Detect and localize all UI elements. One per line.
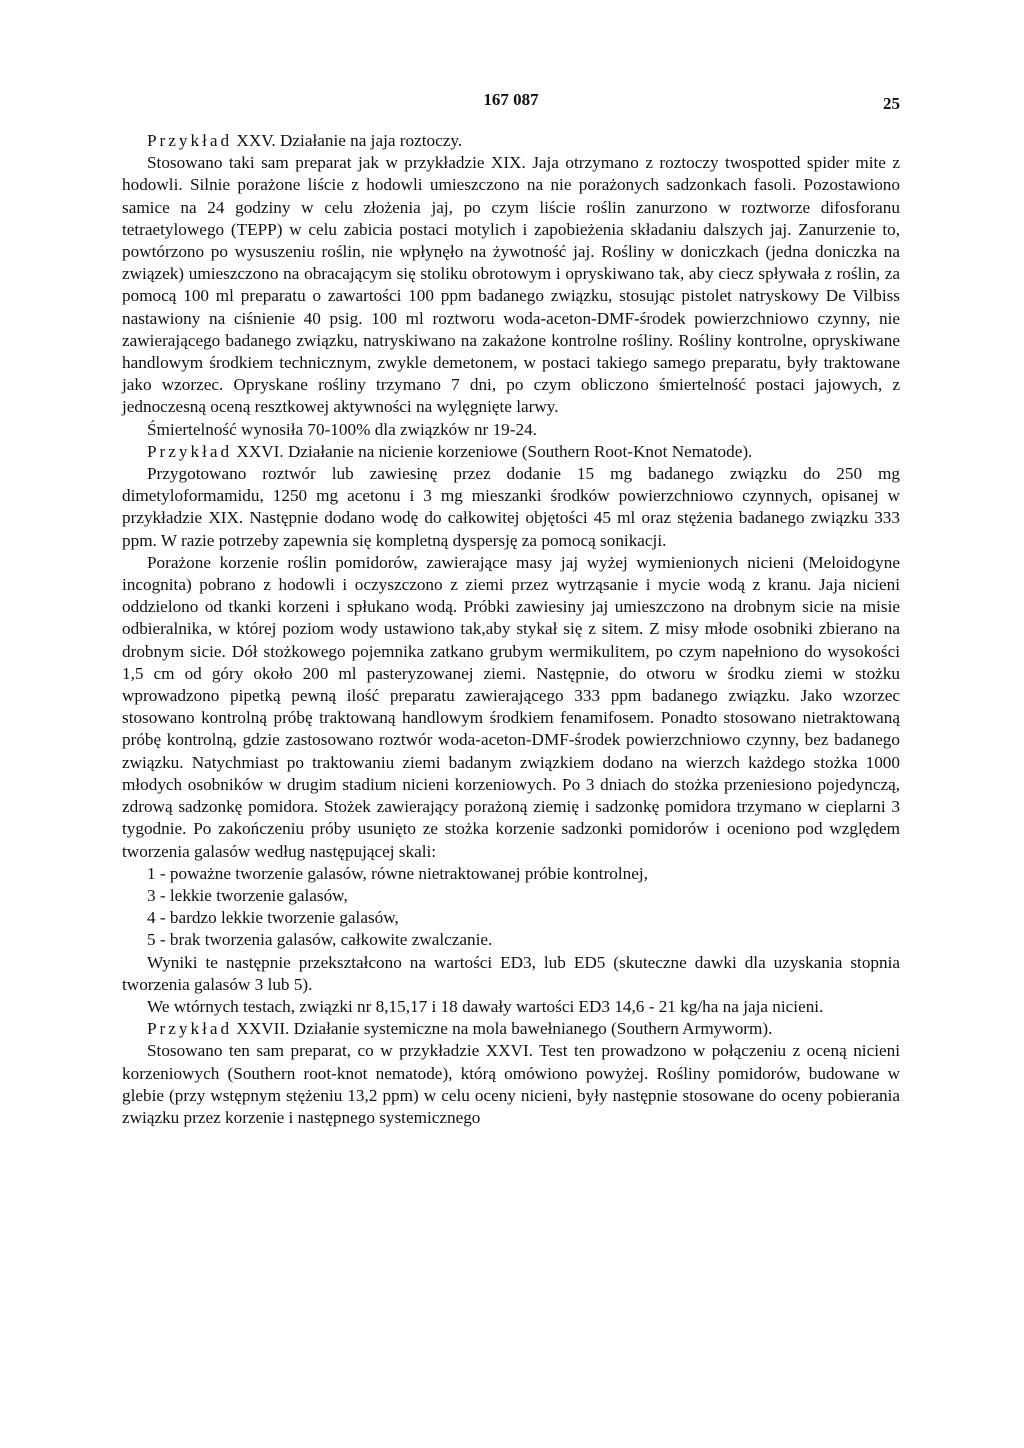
example-heading-xxv: [122, 130, 900, 152]
paragraph: Śmiertelność wynosiła 70-100% dla związków nr 19-24.: [147, 419, 537, 439]
example-label: Przykład: [147, 131, 233, 150]
example-heading-xxvi: [122, 441, 900, 463]
example-title: XXV. Działanie na jaja roztoczy.: [232, 131, 463, 150]
example-label: Przykład: [147, 441, 233, 461]
paragraph: Przygotowano roztwór lub zawiesinę przez dodanie 15 mg badanego związku do 250 mg dimetyloformamidu, 1250 mg acetonu i 3 mg mieszanki środków powierzchniowo czynnych, opisanej w przykładzie XIX. Następnie dodano wodę do całkowitej objętości 45 ml oraz stężenia badanego związku 333 ppm. W razie potrzeby zapewnia się kompletną dyspersję za pomocą sonikacji.: [122, 464, 900, 550]
scale-item: 4 - bardzo lekkie tworzenie galasów,: [147, 908, 399, 928]
paragraph: Stosowano taki sam preparat jak w przykładzie XIX. Jaja otrzymano z roztoczy twospotted spider mite z hodowli. Silnie porażone liście z hodowli umieszczono na nie porażonych sadzonkach fasoli. Pozostawiono samice na 24 godziny w celu złożenia jaj, po czym liście roślin zanurzono w roztworze difosforanu tetraetylowego (TEPP) w celu zabicia postaci motylich i zapobieżenia składaniu dalszych jaj. Zanurzenie to, powtórzono po wysuszeniu roślin, nie wpłynęło na żywotność jaj. Rośliny w doniczkach (jedna doniczka na związek) umieszczono na obracającym się stoliku obrotowym i opryskiwano tak, aby ciecz spływała z roślin, za pomocą 100 ml preparatu o zawartości 100 ppm badanego związku, stosując pistolet natryskowy De Vilbiss nastawiony na ciśnienie 40 psig. 100 ml roztworu woda-aceton-DMF-środek powierzchniowo czynny, nie zawierającego badanego związku, natryskiwano na zakażone kontrolne rośliny. Rośliny kontrolne, opryskiwane handlowym środkiem technicznym, zwykle demetonem, w postaci takiego samego preparatu, były traktowane jako wzorzec. Opryskane rośliny trzymano 7 dni, po czym obliczono śmiertelność postaci jajowych, z jednoczesną oceną resztkowej aktywności na wylęgnięte larwy.: [122, 153, 900, 417]
page-header: [122, 90, 900, 120]
paragraph: Porażone korzenie roślin pomidorów, zawierające masy jaj wyżej wymienionych nicieni (Meloidogyne incognita) pobrano z hodowli i oczyszczono z ziemi przez wytrząsanie i mycie wodą z kranu. Jaja nicieni oddzielono od tkanki korzeni i spłukano wodą. Próbki zawiesiny jaj umieszczono na drobnym sicie na misie odbieralnika, w której poziom wody ustawiono tak,aby stykał się z sitem. Z misy młode osobniki zbierano na drobnym sicie. Dół stożkowego pojemnika zatkano grubym wermikulitem, po czym napełniono do wysokości 1,5 cm od góry około 200 ml pasteryzowanej ziemi. Następnie, do otworu w środku ziemi w stożku wprowadzono pipetką pewną ilość preparatu zawierającego 333 ppm badanego związku. Jako wzorzec stosowano kontrolną próbę traktowaną handlowym środkiem fenamifosem. Ponadto stosowano nietraktowaną próbę kontrolną, gdzie zastosowano roztwór woda-aceton-DMF-środek powierzchniowo czynny, bez badanego związku. Natychmiast po traktowaniu ziemi badanym związkiem dodano na wierzch każdego stożka 1000 młodych osobników w drugim stadium nicieni korzeniowych. Po 3 dniach do stożka przeniesiono pojedynczą, zdrową sadzonkę pomidora. Stożek zawierający porażoną ziemię i sadzonkę pomidora trzymano w cieplarni 3 tygodnie. Po zakończeniu próby usunięto ze stożka korzenie sadzonki pomidorów i oceniono pod względem tworzenia galasów według następującej skali:: [122, 552, 900, 861]
paragraph: Stosowano ten sam preparat, co w przykładzie XXVI. Test ten prowadzono w połączeniu z oceną nicieni korzeniowych (Southern root-knot nematode), którą omówiono powyżej. Rośliny pomidorów, budowane w glebie (przy wstępnym stężeniu 13,2 ppm) w celu oceny nicieni, były następnie stosowane do oceny pobierania związku przez korzenie i następnego systemicznego: [122, 1041, 900, 1127]
paragraph: We wtórnych testach, związki nr 8,15,17 i 18 dawały wartości ED3 14,6 - 21 kg/ha na jaja nicieni.: [147, 996, 824, 1016]
scale-item: 3 - lekkie tworzenie galasów,: [147, 885, 348, 905]
example-title: XXVII. Działanie systemiczne na mola bawełnianego (Southern Armyworm).: [232, 1019, 773, 1039]
paragraph: Wyniki te następnie przekształcono na wartości ED3, lub ED5 (skuteczne dawki dla uzyskania stopnia tworzenia galasów 3 lub 5).: [122, 952, 900, 994]
document-body: [122, 130, 900, 1129]
example-label: Przykład: [147, 1019, 233, 1039]
patent-number: 167 087: [483, 90, 539, 109]
scale-item: 5 - brak tworzenia galasów, całkowite zwalczanie.: [147, 930, 493, 950]
page-number: 25: [883, 94, 900, 113]
example-title: XXVI. Działanie na nicienie korzeniowe (Southern Root-Knot Nematode).: [232, 441, 753, 461]
scale-item: 1 - poważne tworzenie galasów, równe nietraktowanej próbie kontrolnej,: [147, 863, 648, 883]
example-heading-xxvii: [122, 1018, 900, 1040]
document-page: [122, 90, 900, 1129]
